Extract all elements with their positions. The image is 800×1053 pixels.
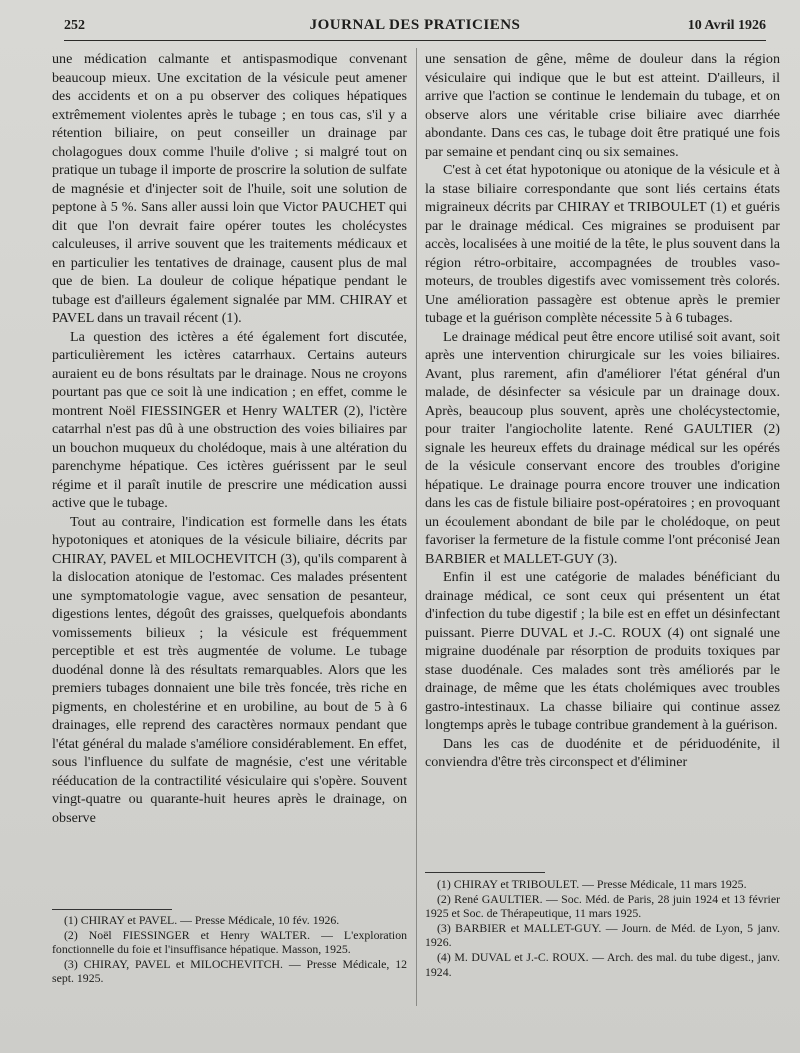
- issue-date: 10 Avril 1926: [687, 18, 766, 33]
- left-footnotes: [52, 913, 407, 986]
- paragraph: Dans les cas de duodénite et de périduodénite, il conviendra d'être très circonspect et d'éliminer: [425, 735, 780, 770]
- footnote: (3) BARBIER et MALLET-GUY. — Journ. de Méd. de Lyon, 5 janv. 1926.: [425, 920, 780, 950]
- footnote: (3) CHIRAY, PAVEL et MILOCHEVITCH. — Presse Médicale, 12 sept. 1925.: [52, 956, 407, 986]
- page-number: 252: [64, 18, 85, 33]
- paragraph: Tout au contraire, l'indication est formelle dans les états hypotoniques et atoniques de la vésicule biliaire, décrits par CHIRAY, PAVEL et MILOCHEVITCH (3), qu'ils comparent à la dislocation atonique de l'estomac. Ces malades présentent une symptomatologie vague, avec sensation de pesanteur, digestions lentes, dégoût des graisses, quelquefois abondants vomissements bilieux ; la vésicule est fréquemment perceptible et est très augmentée de volume. Le tubage duodénal donne là des résultats remarquables. Alors que les premiers tubages donnaient une bile très foncée, très riche en pigments, en cholestérine et en urobiline, au bout de 5 à 6 drainages, elle reprend des caractères normaux pendant que l'état général du malade s'améliore considérablement. En effet, sous l'influence du sulfate de magnésie, c'est une véritable rééducation de la contractilité vésiculaire qui s'opère. Souvent vingt-quatre ou quarante-huit heures après le drainage, on observe: [52, 513, 407, 826]
- paragraph: C'est à cet état hypotonique ou atonique de la vésicule et à la stase biliaire correspondante que sont liés certains états migraineux décrits par CHIRAY et TRIBOULET (1) et guéris par le drainage médical. Ces migraines se produisent par accès, localisées à une moitié de la tête, le plus souvent dans la région rétro-orbitaire, accompagnées de troubles vaso-moteurs, de troubles digestifs avec vomissement très colorés. Une amélioration passagère est obtenue après le premier tubage et la guérison complète nécessite 5 à 6 tubages.: [425, 162, 780, 326]
- column-separator: [416, 48, 417, 1006]
- paragraph: une sensation de gêne, même de douleur dans la région vésiculaire qui indique que le but est atteint. D'ailleurs, il arrive que l'action se continue le lendemain du tubage, et on observe alors une véritable crise biliaire avec diarrhée abondante. Dans ces cas, le tubage doit être pratiqué une fois par semaine et pendant cinq ou six semaines.: [425, 51, 780, 160]
- footnote: (1) CHIRAY et TRIBOULET. — Presse Médicale, 11 mars 1925.: [437, 877, 747, 891]
- paragraph: Enfin il est une catégorie de malades bénéficiant du drainage médical, ce sont ceux qui présentent un état d'infection du tube digestif ; la bile est en effet un désinfectant puissant. Pierre DUVAL et J.-C. ROUX (4) ont signalé une migraine duodénale par résorption de produits toxiques par stase duodénale. Ces malades sont très améliorés par le drainage, de même que les états cholémiques avec troubles gastro-intestinaux. La chasse biliaire qui continue assez longtemps après le tubage contribue grandement à la guérison.: [425, 569, 780, 733]
- footnote: (1) CHIRAY et PAVEL. — Presse Médicale, 10 fév. 1926.: [64, 913, 340, 927]
- left-column: [52, 50, 407, 827]
- right-footnotes: [425, 877, 780, 979]
- right-column: [425, 50, 780, 772]
- paragraph: Le drainage médical peut être encore utilisé soit avant, soit après une intervention chirurgicale sur les voies biliaires. Avant, plus rarement, afin d'améliorer l'état général d'un malade, de désinfecter sa vésicule par un drainage doux. Après, beaucoup plus souvent, après une cholécystectomie, pour traiter l'angiocholite latente. René GAULTIER (2) signale les heureux effets du drainage médical sur les opérés de la vésicule conservant encore des troubles d'origine hépatique. Le drainage pourra encore trouver une indication dans les cas de fistule biliaire post-opératoires ; en provoquant un écoulement abondant de bile par le cholédoque, on peut favoriser la fermeture de la fistule comme l'ont préconisé Jean BARBIER et MALLET-GUY (3).: [425, 328, 780, 567]
- page-header: [64, 14, 766, 41]
- paragraph: une médication calmante et antispasmodique convenant beaucoup mieux. Une excitation de la vésicule peut amener des accidents et on a pu observer des coliques hépatiques extrêmement violentes après le tubage ; en tous cas, s'il y a rétention biliaire, on peut conseiller un drainage par cholagogues doux comme l'huile d'olive ; si malgré tout on pratique un tubage il importe de proscrire la solution de sulfate de magnésie et d'injecter soit de l'huile, soit une solution de peptone à 5 %. Sans aller aussi loin que Victor PAUCHET qui dit que l'on devrait faire opérer toutes les cholécystes calculeuses, il arrive souvent que les traitements médicaux et en particulier les tentatives de drainage, causent plus de mal que de bien. La douleur de colique hépatique pendant le tubage est d'ailleurs également signalée par MM. CHIRAY et PAVEL dans un travail récent (1).: [52, 51, 407, 326]
- footnote-rule: [52, 909, 172, 910]
- footnote: (4) M. DUVAL et J.-C. ROUX. — Arch. des mal. du tube digest., janv. 1924.: [425, 949, 780, 979]
- footnote: (2) Noël FIESSINGER et Henry WALTER. — L'exploration fonctionnelle du foie et l'insuffisance hépatique. Masson, 1925.: [52, 927, 407, 957]
- paragraph: La question des ictères a été également fort discutée, particulièrement les ictères catarrhaux. Certains auteurs auraient eu de bons résultats par le drainage. Nous ne croyons pourtant pas que ce soit là une indication ; en effet, comme le montrent Noël FIESSINGER et Henry WALTER (2), l'ictère catarrhal n'est pas dû à une obstruction des voies biliaires par un bouchon muqueux du cholédoque, mais à une altération du parenchyme hépatique. Ces ictères guérissent par le seul régime et il paraît inutile de prescrire une médication aussi active que le tubage.: [52, 328, 407, 511]
- journal-title: JOURNAL DES PRATICIENS: [309, 17, 521, 33]
- footnote-rule: [425, 872, 545, 873]
- footnote: (2) René GAULTIER. — Soc. Méd. de Paris, 28 juin 1924 et 13 février 1925 et Soc. de Thérapeutique, 11 mars 1925.: [425, 891, 780, 921]
